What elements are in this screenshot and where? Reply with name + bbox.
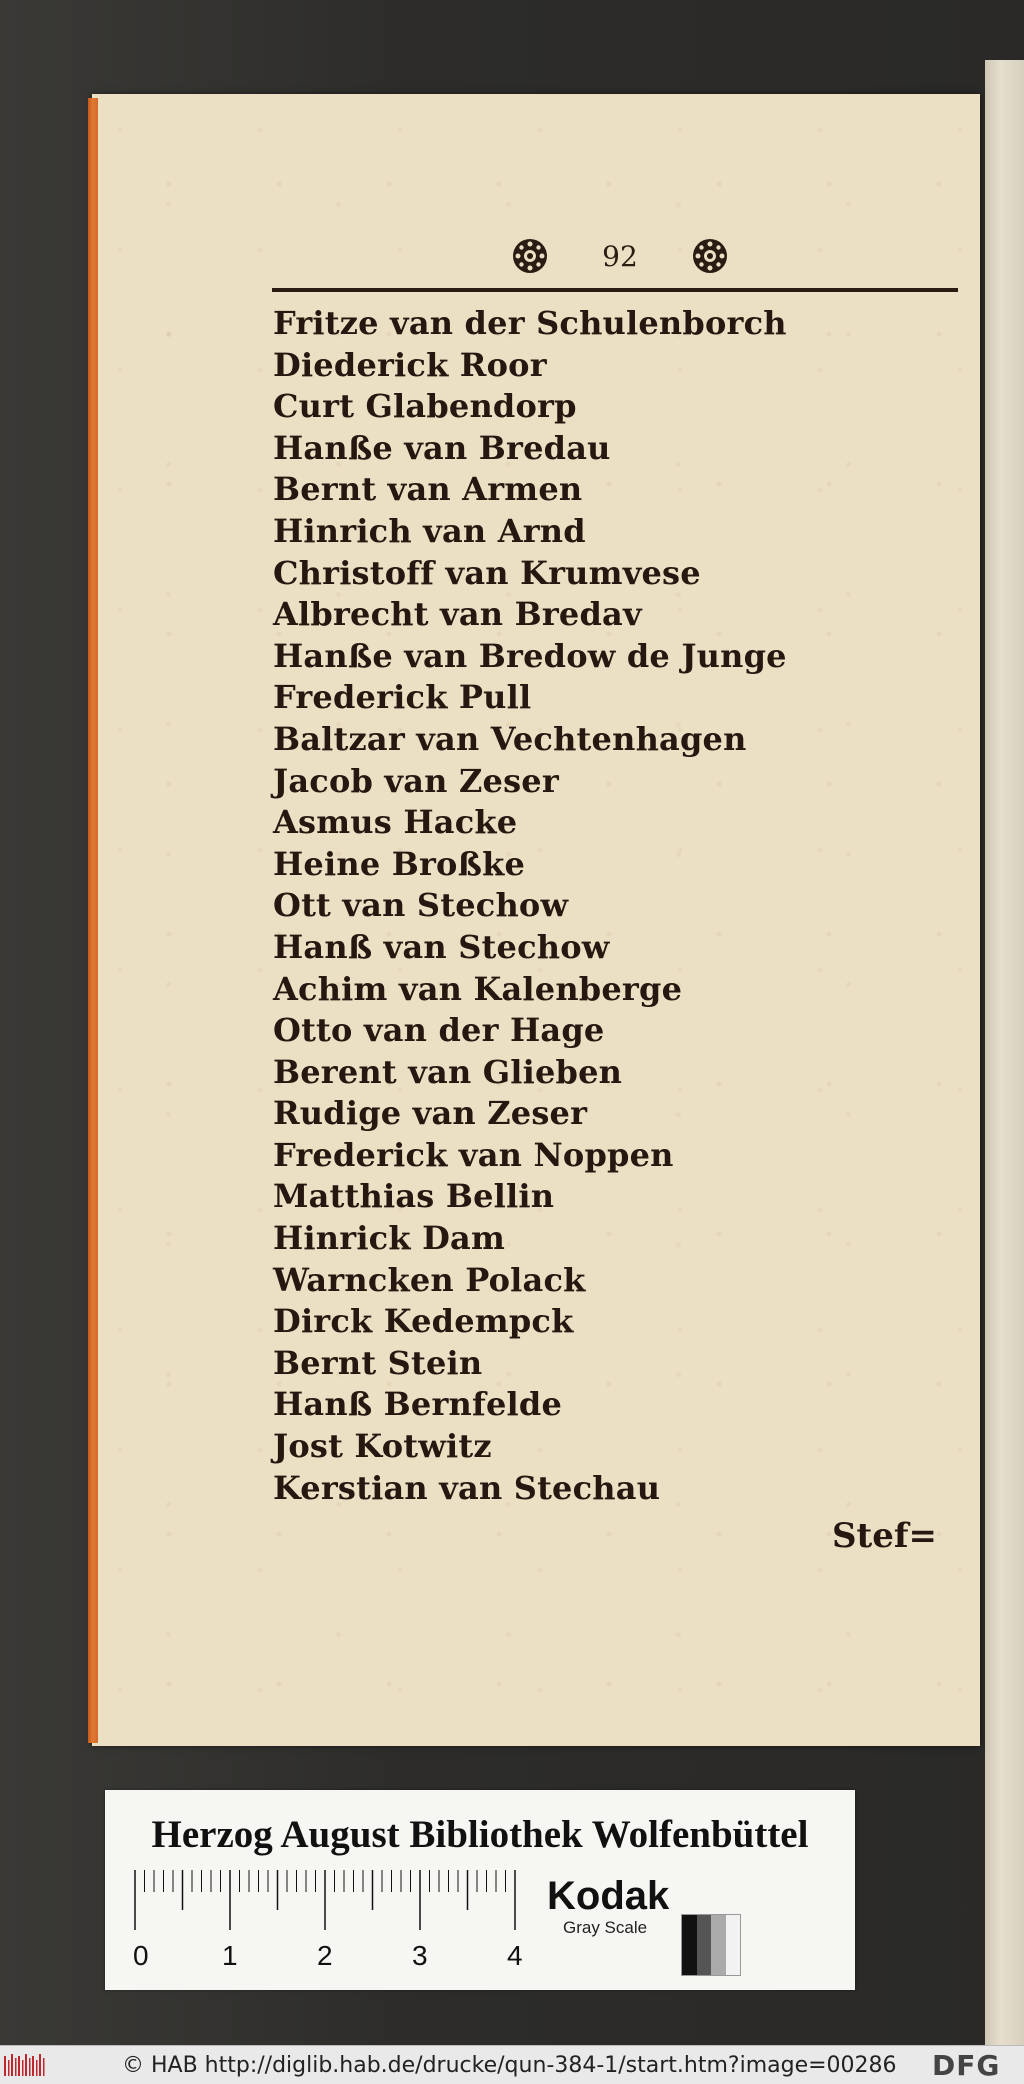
ruler-label: 3 xyxy=(412,1940,428,1971)
list-item: Ott van Stechow xyxy=(273,886,569,925)
list-item: Baltzar van Vechtenhagen xyxy=(273,719,747,758)
list-item: Fritze van der Schulenborch xyxy=(273,304,787,342)
list-item: Jost Kotwitz xyxy=(273,1427,492,1466)
list-item: Achim van Kalenberge xyxy=(273,969,683,1008)
list-item: Hanß Bernfelde xyxy=(273,1385,563,1424)
gray-patch xyxy=(697,1915,712,1975)
gray-scale-label: Gray Scale xyxy=(563,1918,648,1937)
library-name: Herzog August Bibliothek Wolfenbüttel xyxy=(151,1813,809,1856)
gray-patch xyxy=(682,1915,697,1975)
list-item: Christoff van Krumvese xyxy=(273,553,701,592)
list-item: Hinrich van Arnd xyxy=(273,511,586,550)
list-item: Dirck Kedempck xyxy=(273,1302,574,1341)
gray-patch xyxy=(726,1915,741,1975)
ruler-label: 0 xyxy=(133,1940,149,1971)
list-item: Curt Glabendorp xyxy=(273,387,577,426)
gray-patches xyxy=(681,1914,741,1976)
list-item: Heine Broßke xyxy=(273,844,526,883)
name-list xyxy=(273,303,787,1509)
color-calibration-card xyxy=(105,1790,855,1990)
list-item: Frederick Pull xyxy=(273,678,532,717)
list-item: Bernt Stein xyxy=(273,1343,483,1382)
barcode-icon xyxy=(4,2054,48,2078)
copyright-link[interactable]: © HAB http://diglib.hab.de/drucke/qun-384-1/start.htm?image=00286 xyxy=(122,2053,897,2078)
viewer-footer xyxy=(0,2045,1024,2084)
ruler-label: 1 xyxy=(222,1940,238,1971)
rosette-ornament-icon xyxy=(690,236,730,276)
list-item: Otto van der Hage xyxy=(273,1011,605,1050)
list-item: Matthias Bellin xyxy=(273,1177,555,1216)
list-item: Hinrick Dam xyxy=(273,1219,506,1258)
list-item: Asmus Hacke xyxy=(273,803,518,842)
list-item: Rudige van Zeser xyxy=(273,1094,588,1133)
list-item: Hanße van Bredow de Junge xyxy=(273,636,787,675)
list-item: Kerstian van Stechau xyxy=(273,1468,661,1507)
list-item: Frederick van Noppen xyxy=(273,1135,674,1174)
ruler-label: 4 xyxy=(507,1940,523,1971)
list-item: Bernt van Armen xyxy=(273,470,583,509)
catchword: Stef= xyxy=(832,1516,938,1556)
page-header xyxy=(510,232,730,280)
dfg-logo: DFG xyxy=(932,2049,1001,2082)
list-item: Berent van Glieben xyxy=(273,1052,623,1091)
list-item: Hanß van Stechow xyxy=(273,927,610,966)
list-item: Hanße van Bredau xyxy=(273,428,611,467)
header-rule xyxy=(272,288,958,292)
list-item: Warncken Polack xyxy=(273,1260,586,1299)
gray-patch xyxy=(711,1915,726,1975)
measurement-ruler xyxy=(133,1870,533,1975)
next-page-edge xyxy=(985,60,1024,2045)
page-fore-edge xyxy=(88,98,98,1743)
kodak-brand: Kodak xyxy=(547,1874,670,1918)
list-item: Albrecht van Bredav xyxy=(273,595,642,634)
list-item: Jacob van Zeser xyxy=(273,761,559,800)
rosette-ornament-icon xyxy=(510,236,550,276)
ruler-label: 2 xyxy=(317,1940,333,1971)
page-number: 92 xyxy=(602,239,638,273)
list-item: Diederick Roor xyxy=(273,345,547,384)
